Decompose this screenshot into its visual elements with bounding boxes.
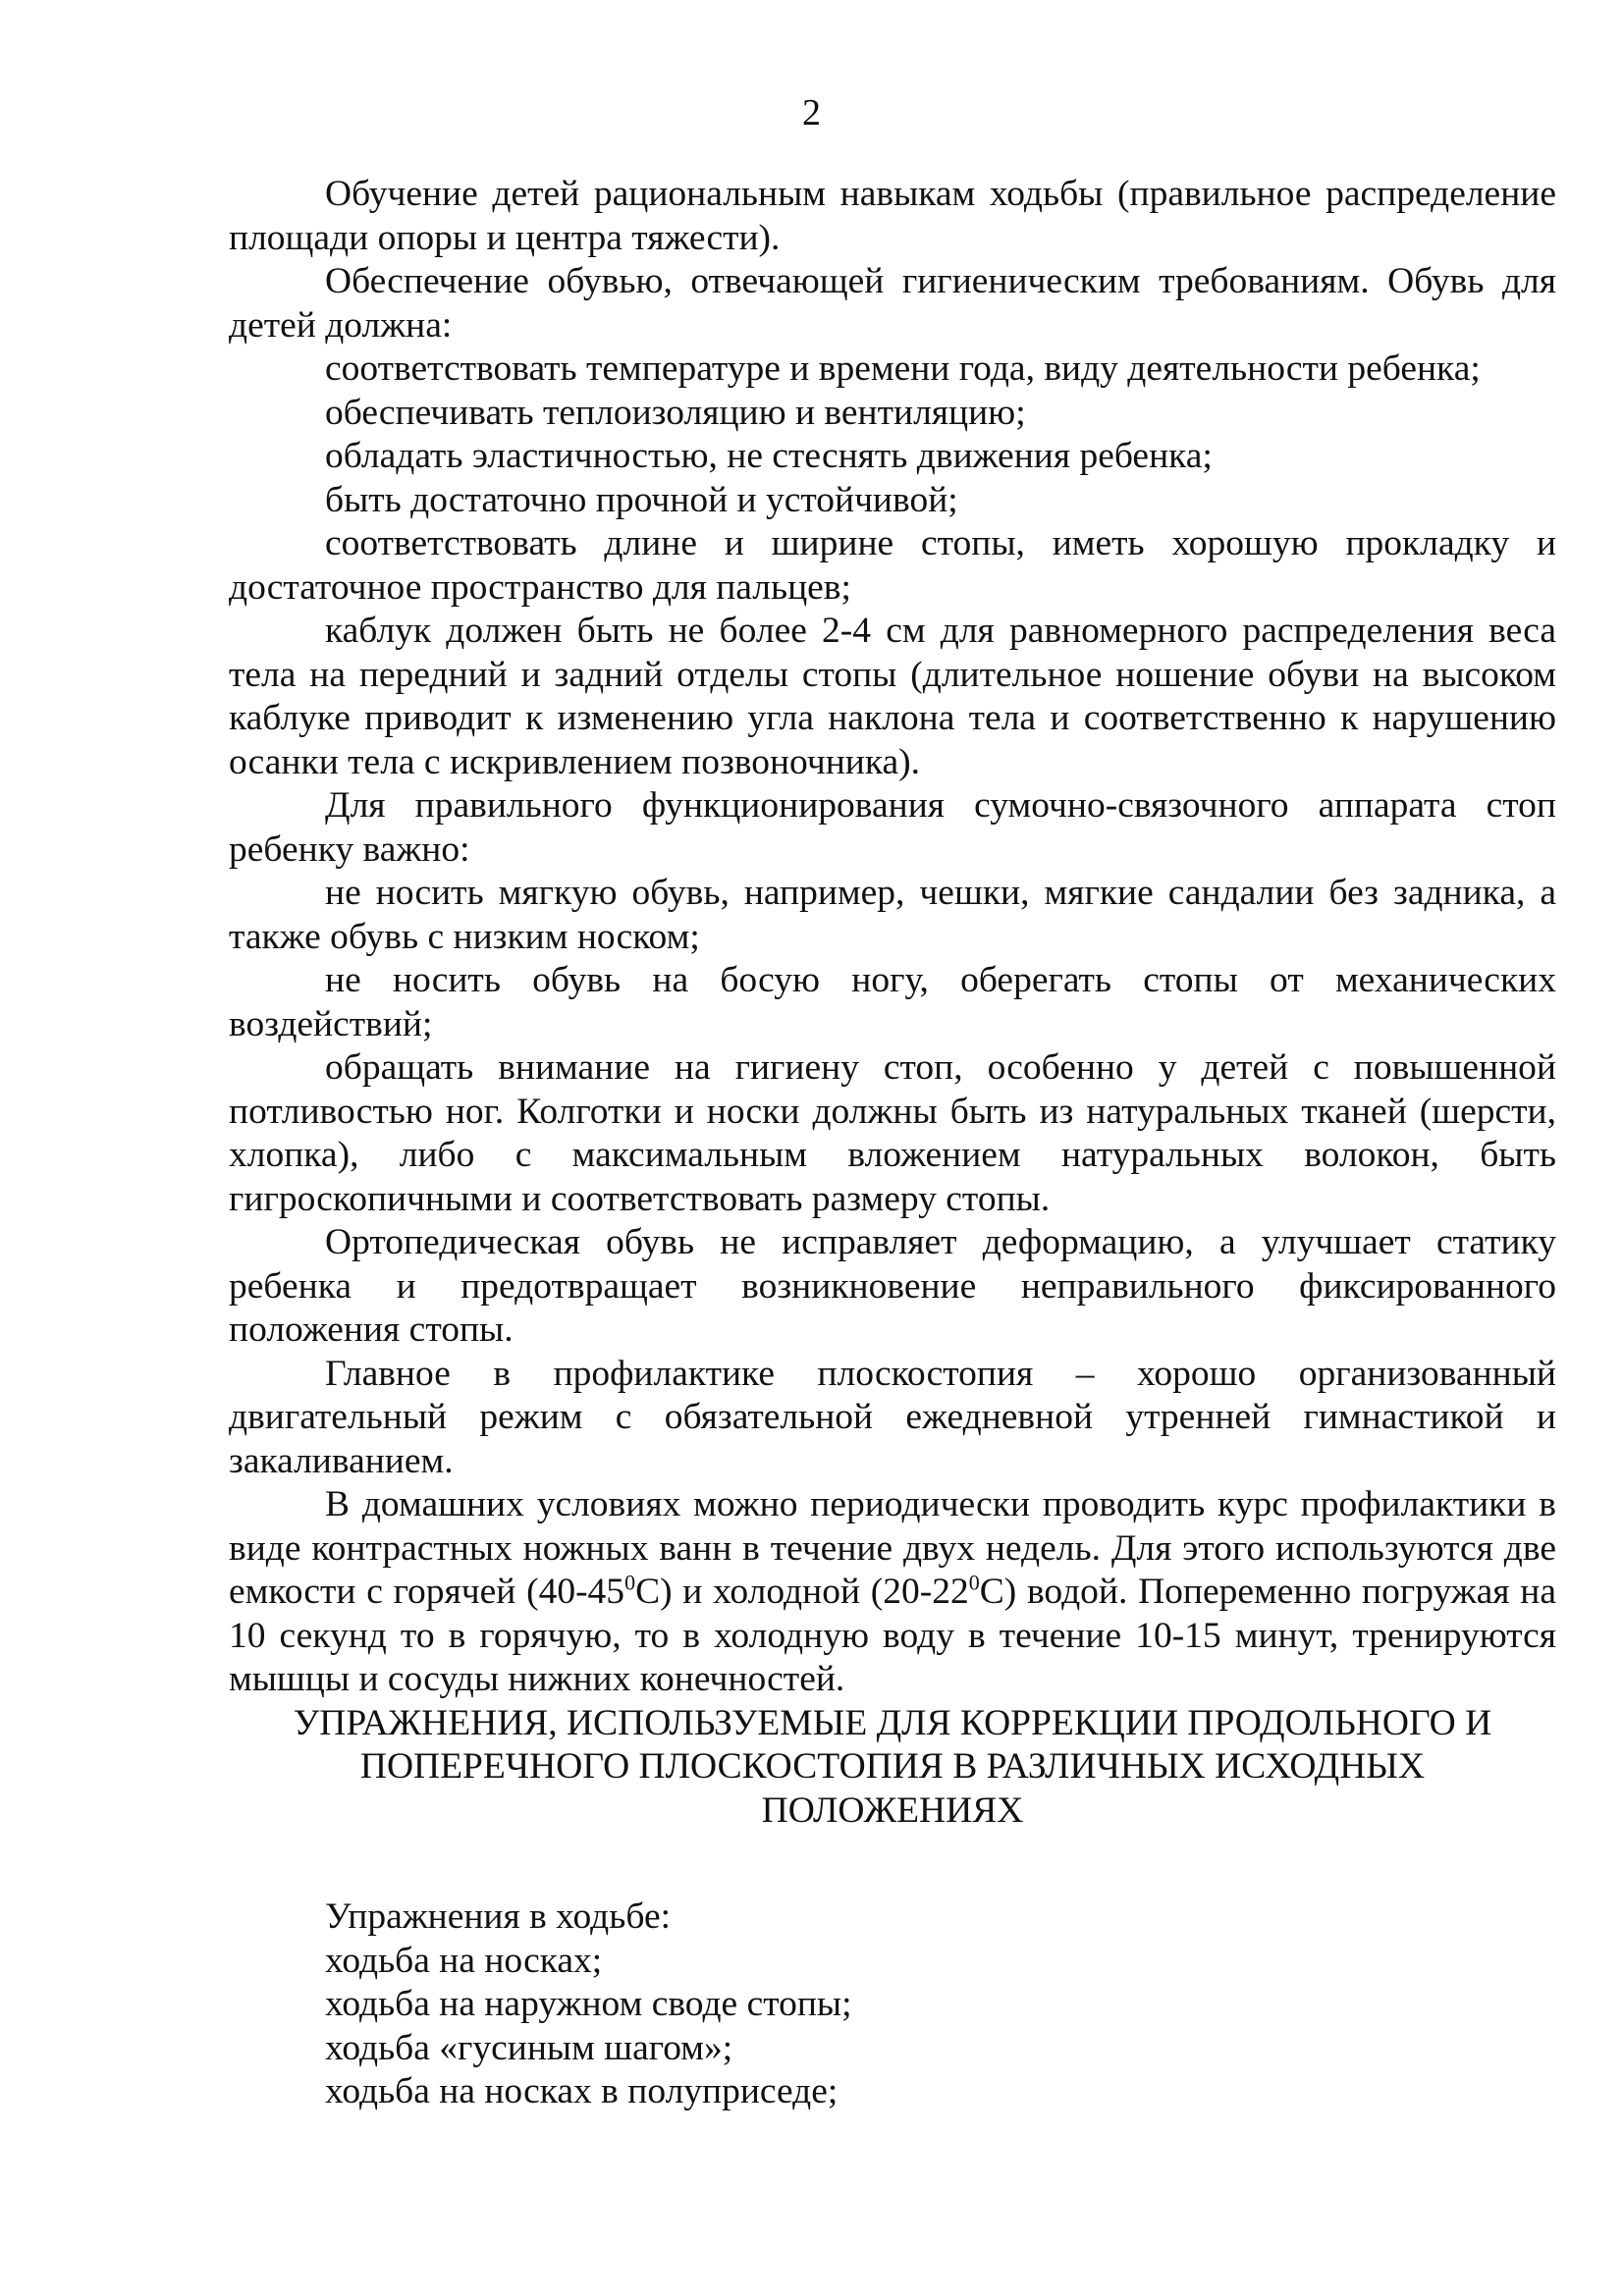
list-item-foot-care: не носить мягкую обувь, например, чешки, мягкие сандалии без задника, а также обувь с низким носком;: [229, 873, 1556, 957]
list-item-footwear: обладать эластичностью, не стеснять движения ребенка;: [325, 436, 1213, 476]
page-number: 2: [802, 92, 821, 133]
exercise-list-item: ходьба на носках;: [325, 1940, 603, 1981]
list-item-foot-care: обращать внимание на гигиену стоп, особенно у детей с повышенной потливостью ног. Колготки и носки должны быть из натуральных тканей (шерсти, хлопка), либо с максимальным вложением натуральных волокон, быть гигроскопичными и соответствовать размеру стопы.: [229, 1047, 1556, 1219]
paragraph-orthopedic-shoes: Ортопедическая обувь не исправляет деформацию, а улучшает статику ребенка и предотвращает возникновение неправильного фиксированного положения стопы.: [229, 1222, 1556, 1350]
paragraph-contrast-bath: В домашних условиях можно периодически проводить курс профилактики в виде контрастных ножных ванн в течение двух недель. Для этого используются две емкости с горячей $(40-45^0С)$ и холодной $(20-22^0С)$ водой. Попеременно погружая на 10 секунд то в горячую, то в холодную воду в течение 10-15 минут, тренируются мышцы и сосуды нижних конечностей.: [229, 1484, 1556, 1699]
list-item-footwear: каблук должен быть не более 2-4 см для равномерного распределения веса тела на передний и задний отделы стопы (длительное ношение обуви на высоком каблуке приводит к изменению угла наклона тела и соответственно к нарушению осанки тела с искривлением позвоночника).: [229, 611, 1556, 782]
exercise-list-item: ходьба на носках в полуприседе;: [325, 2071, 839, 2111]
exercise-list-title: Упражнения в ходьбе:: [325, 1896, 672, 1937]
list-item-footwear: соответствовать длине и ширине стопы, иметь хорошую прокладку и достаточное пространство для пальцев;: [229, 523, 1556, 608]
paragraph-prevention-main: Главное в профилактике плоскостопия – хорошо организованный двигательный режим с обязательной ежедневной утренней гимнастикой и закаливанием.: [229, 1353, 1556, 1481]
list-item-foot-care: не носить обувь на босую ногу, оберегать стопы от механических воздействий;: [229, 960, 1556, 1044]
exercise-list-item: ходьба на наружном своде стопы;: [325, 1984, 852, 2024]
list-item-footwear: соответствовать температуре и времени года, виду деятельности ребенка;: [325, 348, 1481, 389]
section-spacer: [229, 1833, 1556, 1896]
paragraph-footwear-intro: Обеспечение обувью, отвечающей гигиеническим требованиям. Обувь для детей должна:: [229, 261, 1556, 346]
paragraph-ligament-intro: Для правильного функционирования сумочно-связочного аппарата стоп ребенку важно:: [229, 785, 1556, 870]
paragraph-walking-skills: Обучение детей рациональным навыкам ходьбы (правильное распределение площади опоры и центра тяжести).: [229, 174, 1556, 258]
document-body: [229, 173, 1556, 2114]
list-item-footwear: быть достаточно прочной и устойчивой;: [325, 479, 958, 520]
list-item-footwear: обеспечивать теплоизоляцию и вентиляцию;: [325, 392, 1026, 433]
exercise-list-item: ходьба «гусиным шагом»;: [325, 2027, 733, 2068]
section-heading: УПРАЖНЕНИЯ, ИСПОЛЬЗУЕМЫЕ ДЛЯ КОРРЕКЦИИ ПРОДОЛЬНОГО И ПОПЕРЕЧНОГО ПЛОСКОСТОПИЯ В РАЗЛИЧНЫХ ИСХОДНЫХ ПОЛОЖЕНИЯХ: [293, 1702, 1492, 1831]
